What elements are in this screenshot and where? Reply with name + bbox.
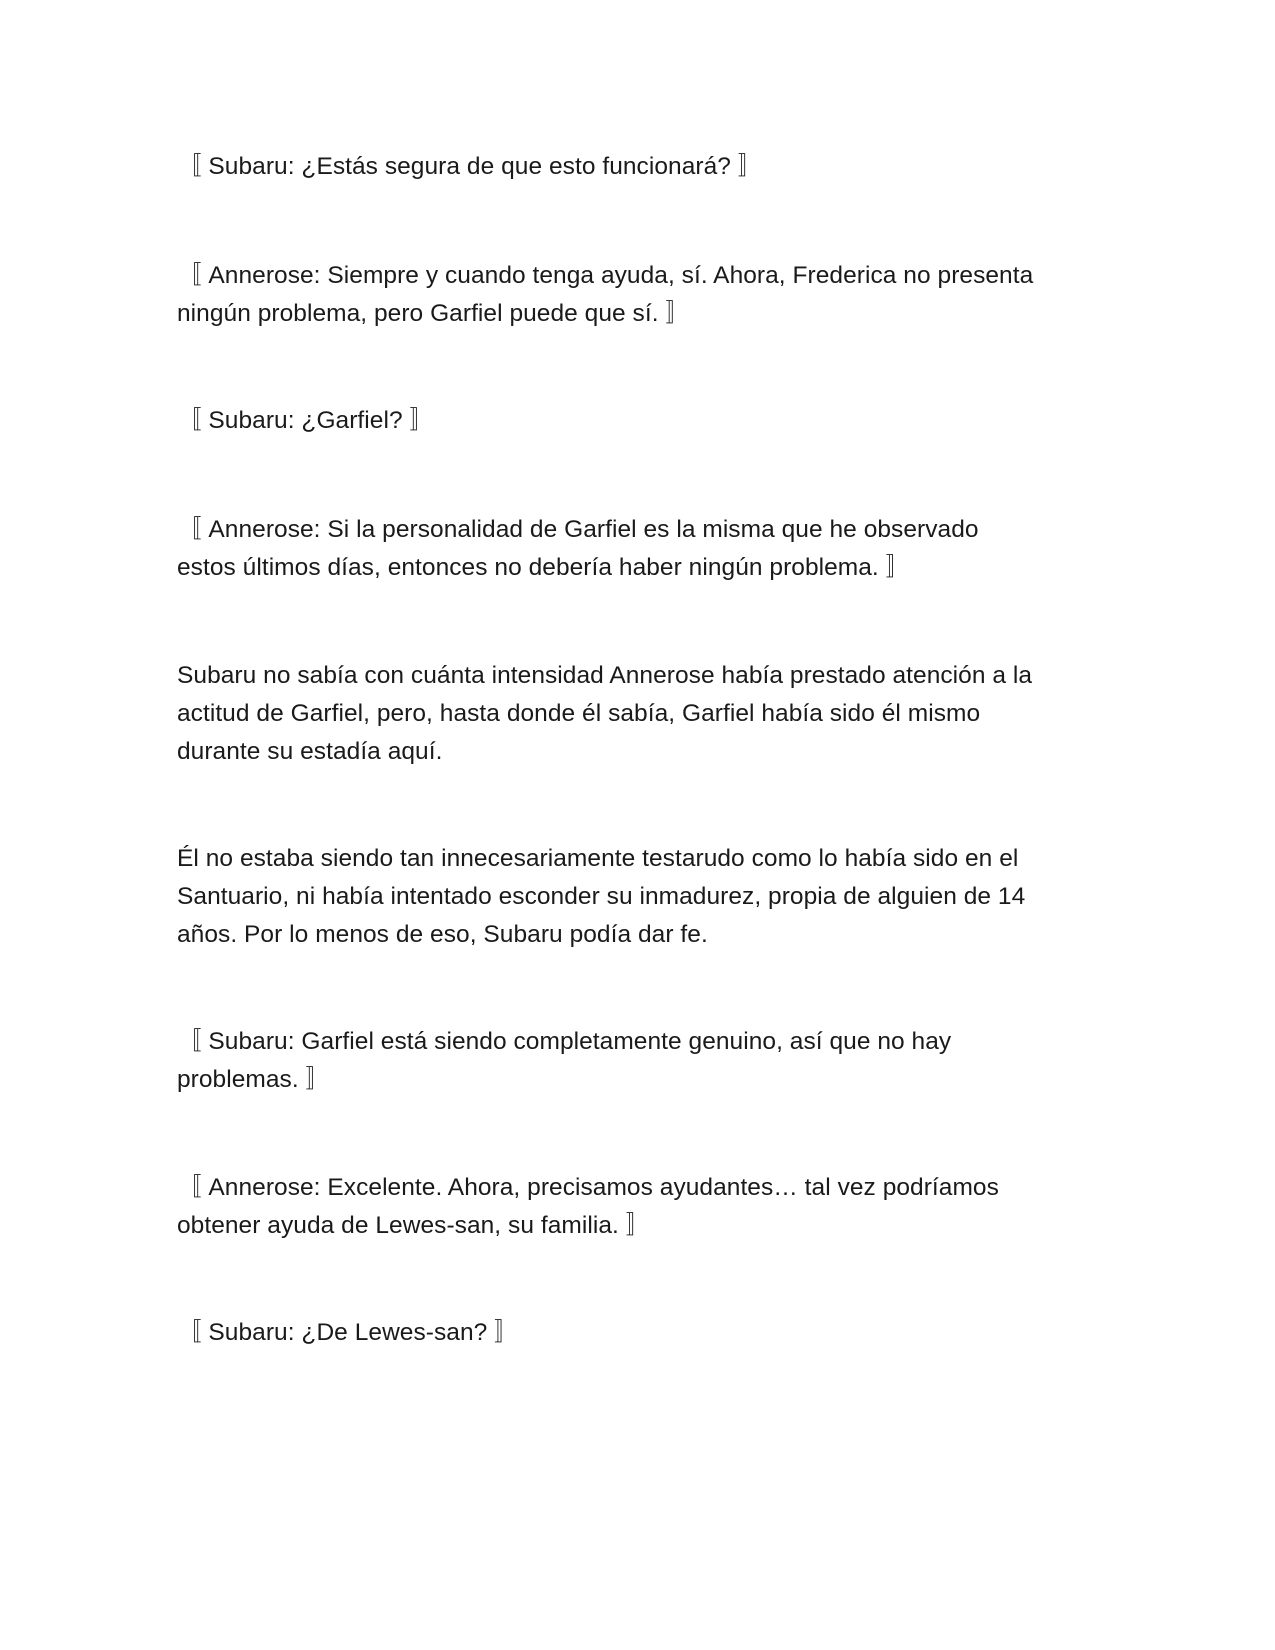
text-line: Él no estaba siendo tan innecesariamente testarudo como lo había sido en el xyxy=(177,845,1019,872)
text-line: 〚 Subaru: Garfiel está siendo completamente genuino, así que no hay xyxy=(177,1028,952,1055)
text-line: obtener ayuda de Lewes-san, su familia. 〛 xyxy=(177,1212,651,1239)
text-line: problemas. 〛 xyxy=(177,1066,331,1093)
text-line: estos últimos días, entonces no debería haber ningún problema. 〛 xyxy=(177,554,911,581)
text-line: 〚 Annerose: Excelente. Ahora, precisamos ayudantes… tal vez podríamos xyxy=(177,1174,999,1201)
text-line: 〚 Annerose: Siempre y cuando tenga ayuda, sí. Ahora, Frederica no presenta xyxy=(177,262,1034,289)
text-line: 〚 Subaru: ¿De Lewes-san? 〛 xyxy=(177,1319,519,1346)
narration-paragraph xyxy=(177,657,1107,771)
text-line: años. Por lo menos de eso, Subaru podía dar fe. xyxy=(177,921,708,948)
dialogue-paragraph xyxy=(177,1314,1107,1352)
dialogue-paragraph xyxy=(177,402,1107,440)
text-line: 〚 Subaru: ¿Estás segura de que esto funcionará? 〛 xyxy=(177,153,763,180)
dialogue-paragraph xyxy=(177,1169,1107,1245)
text-line: 〚 Subaru: ¿Garfiel? 〛 xyxy=(177,407,435,434)
dialogue-paragraph xyxy=(177,148,1107,186)
text-line: Subaru no sabía con cuánta intensidad Annerose había prestado atención a la xyxy=(177,662,1033,689)
text-line: Santuario, ni había intentado esconder su inmadurez, propia de alguien de 14 xyxy=(177,883,1026,910)
narration-paragraph xyxy=(177,840,1107,954)
text-line: durante su estadía aquí. xyxy=(177,738,443,765)
text-line: 〚 Annerose: Si la personalidad de Garfiel es la misma que he observado xyxy=(177,516,979,543)
text-line: actitud de Garfiel, pero, hasta donde él sabía, Garfiel había sido él mismo xyxy=(177,700,981,727)
dialogue-paragraph xyxy=(177,1023,1107,1099)
dialogue-paragraph xyxy=(177,257,1107,333)
dialogue-paragraph xyxy=(177,511,1107,587)
text-line: ningún problema, pero Garfiel puede que sí. 〛 xyxy=(177,300,690,327)
